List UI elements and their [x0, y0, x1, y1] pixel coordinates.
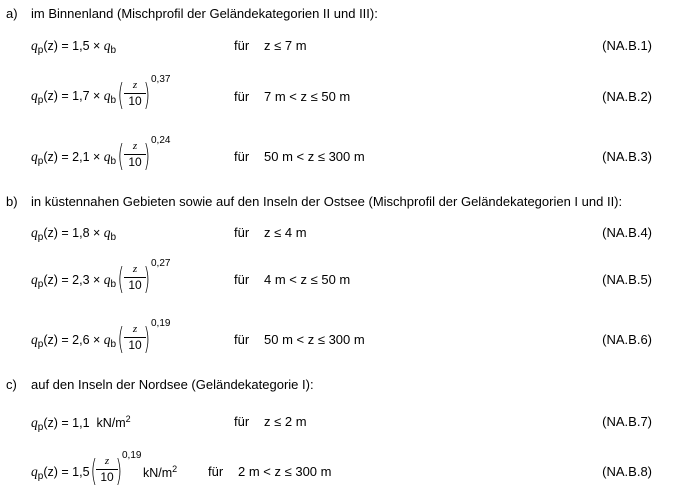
- formula-nab7: $q_p(z) = 1,1$ $kN/m^2$: [31, 414, 131, 434]
- formula-nab4: $q_p(z) = 1,8 \times q_b$: [31, 225, 117, 243]
- condition-nab2: 7 m < z ≤ 50 m: [264, 89, 351, 104]
- condition-nab5: 4 m < z ≤ 50 m: [264, 272, 351, 287]
- equation-number-nab2: (NA.B.2): [602, 89, 652, 104]
- fuer-label: für: [234, 149, 250, 164]
- fuer-label: für: [234, 89, 250, 104]
- equation-number-nab1: (NA.B.1): [602, 38, 652, 53]
- condition-nab6: 50 m < z ≤ 300 m: [264, 332, 365, 347]
- formula-nab8: $q_p(z) = 1,5$: [31, 464, 90, 482]
- paren-right: ): [143, 322, 151, 357]
- fuer-label: für: [234, 38, 250, 53]
- paren-right: ): [143, 139, 151, 174]
- equation-number-nab4: (NA.B.4): [602, 225, 652, 240]
- paren-left: (: [117, 78, 125, 113]
- condition-nab7: z ≤ 2 m: [264, 414, 307, 429]
- fraction-z-10: z 10: [124, 263, 146, 292]
- fraction-z-10: z 10: [124, 140, 146, 169]
- equation-number-nab8: (NA.B.8): [602, 464, 652, 479]
- paren-left: (: [117, 139, 125, 174]
- fraction-z-10: z 10: [96, 455, 118, 484]
- fraction-z-10: z 10: [124, 79, 146, 108]
- fuer-label: für: [208, 464, 224, 479]
- paren-right: ): [143, 262, 151, 297]
- exponent-nab8: 0,19: [122, 450, 142, 461]
- fuer-label: für: [234, 332, 250, 347]
- paren-left: (: [90, 454, 98, 489]
- equation-number-nab6: (NA.B.6): [602, 332, 652, 347]
- section-b-label: b): [6, 194, 18, 209]
- exponent-nab2: 0,37: [151, 74, 171, 85]
- paren-right: ): [115, 454, 123, 489]
- section-a-heading: im Binnenland (Mischprofil der Geländekategorien II und III):: [31, 6, 378, 21]
- formula-nab6: $q_p(z) = 2,6 \times q_b$: [31, 332, 117, 350]
- fuer-label: für: [234, 414, 250, 429]
- section-c-label: c): [6, 377, 17, 392]
- exponent-nab3: 0,24: [151, 135, 171, 146]
- section-a-label: a): [6, 6, 18, 21]
- equation-number-nab5: (NA.B.5): [602, 272, 652, 287]
- formula-nab3: $q_p(z) = 2,1 \times q_b$: [31, 149, 117, 167]
- condition-nab3: 50 m < z ≤ 300 m: [264, 149, 365, 164]
- formula-nab1: $q_p(z) = 1,5 \times q_b$: [31, 38, 117, 56]
- paren-right: ): [143, 78, 151, 113]
- condition-nab1: z ≤ 7 m: [264, 38, 307, 53]
- condition-nab4: z ≤ 4 m: [264, 225, 307, 240]
- exponent-nab5: 0,27: [151, 258, 171, 269]
- section-c-heading: auf den Inseln der Nordsee (Geländekategorie I):: [31, 377, 314, 392]
- section-b-heading: in küstennahen Gebieten sowie auf den Inseln der Ostsee (Mischprofil der Geländekategorien I und II):: [31, 194, 623, 209]
- fuer-label: für: [234, 225, 250, 240]
- equation-number-nab7: (NA.B.7): [602, 414, 652, 429]
- condition-nab8: 2 m < z ≤ 300 m: [238, 464, 332, 479]
- paren-left: (: [117, 262, 125, 297]
- equation-number-nab3: (NA.B.3): [602, 149, 652, 164]
- fraction-z-10: z 10: [124, 323, 146, 352]
- unit-nab8: $kN/m^2$: [143, 464, 178, 481]
- formula-nab2: $q_p(z) = 1,7 \times q_b$: [31, 88, 117, 106]
- exponent-nab6: 0,19: [151, 318, 171, 329]
- formula-nab5: $q_p(z) = 2,3 \times q_b$: [31, 272, 117, 290]
- fuer-label: für: [234, 272, 250, 287]
- paren-left: (: [117, 322, 125, 357]
